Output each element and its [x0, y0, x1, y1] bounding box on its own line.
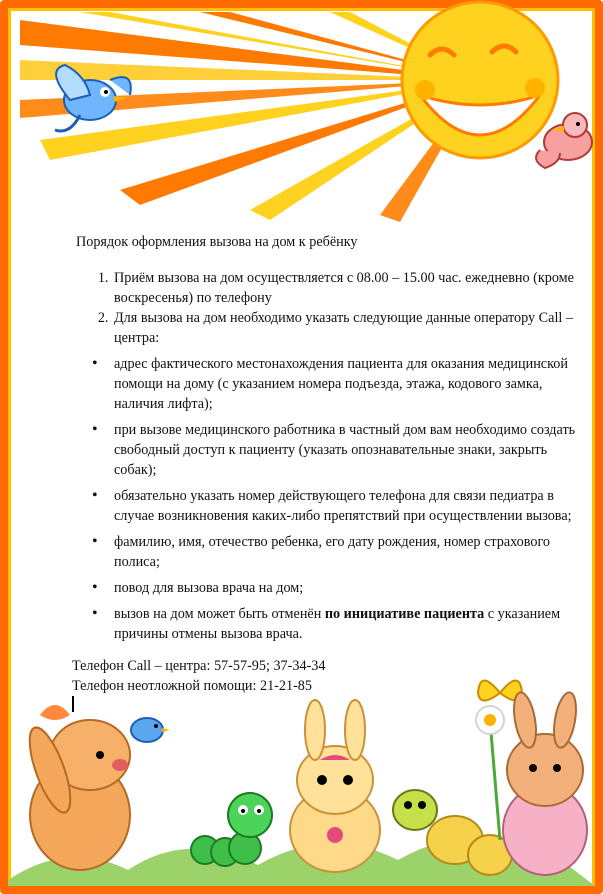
emergency-phone: Телефон неотложной помощи: 21-21-85	[72, 678, 312, 694]
requirements-list	[72, 354, 577, 644]
text-cursor	[72, 696, 74, 712]
cancel-note-suffix: с указанием причины отмены вызова врача.	[114, 606, 561, 642]
sun-face-icon	[402, 2, 558, 158]
list-item: • фамилию, имя, отечество ребенка, его дату рождения, номер страхового полиса;	[112, 532, 577, 572]
step-item: 1. Приём вызова на дом осуществляется с 08.00 – 15.00 час. ежедневно (кроме воскресенья) по телефону	[112, 268, 577, 308]
list-item: • при вызове медицинского работника в частный дом вам необходимо создать свободный доступ к пациенту (указать опознавательные знаки, закрыть собак);	[112, 420, 577, 480]
list-item: • обязательно указать номер действующего телефона для связи педиатра в случае возникновения каких-либо препятствий при осуществлении вызова;	[112, 486, 577, 526]
phone-block	[72, 656, 325, 696]
list-item: • повод для вызова врача на дом;	[112, 578, 577, 598]
list-item	[112, 604, 577, 644]
cancel-note-prefix: вызов на дом может быть отменён	[114, 606, 325, 622]
list-item: • адрес фактического местонахождения пациента для оказания медицинской помощи на дому (с указанием номера подъезда, этажа, кодового замка, наличия лифта);	[112, 354, 577, 414]
cancel-note-bold: по инициативе пациента	[324, 606, 485, 622]
call-center-phone: Телефон Call – центра: 57-57-95; 37-34-34	[72, 658, 326, 674]
steps-list	[72, 268, 577, 348]
document-title: Порядок оформления вызова на дом к ребёнку	[76, 234, 358, 250]
sun-illustration	[0, 0, 603, 230]
step-item: 2. Для вызова на дом необходимо указать следующие данные оператору Call – центра:	[112, 308, 577, 348]
document-body	[72, 232, 577, 644]
